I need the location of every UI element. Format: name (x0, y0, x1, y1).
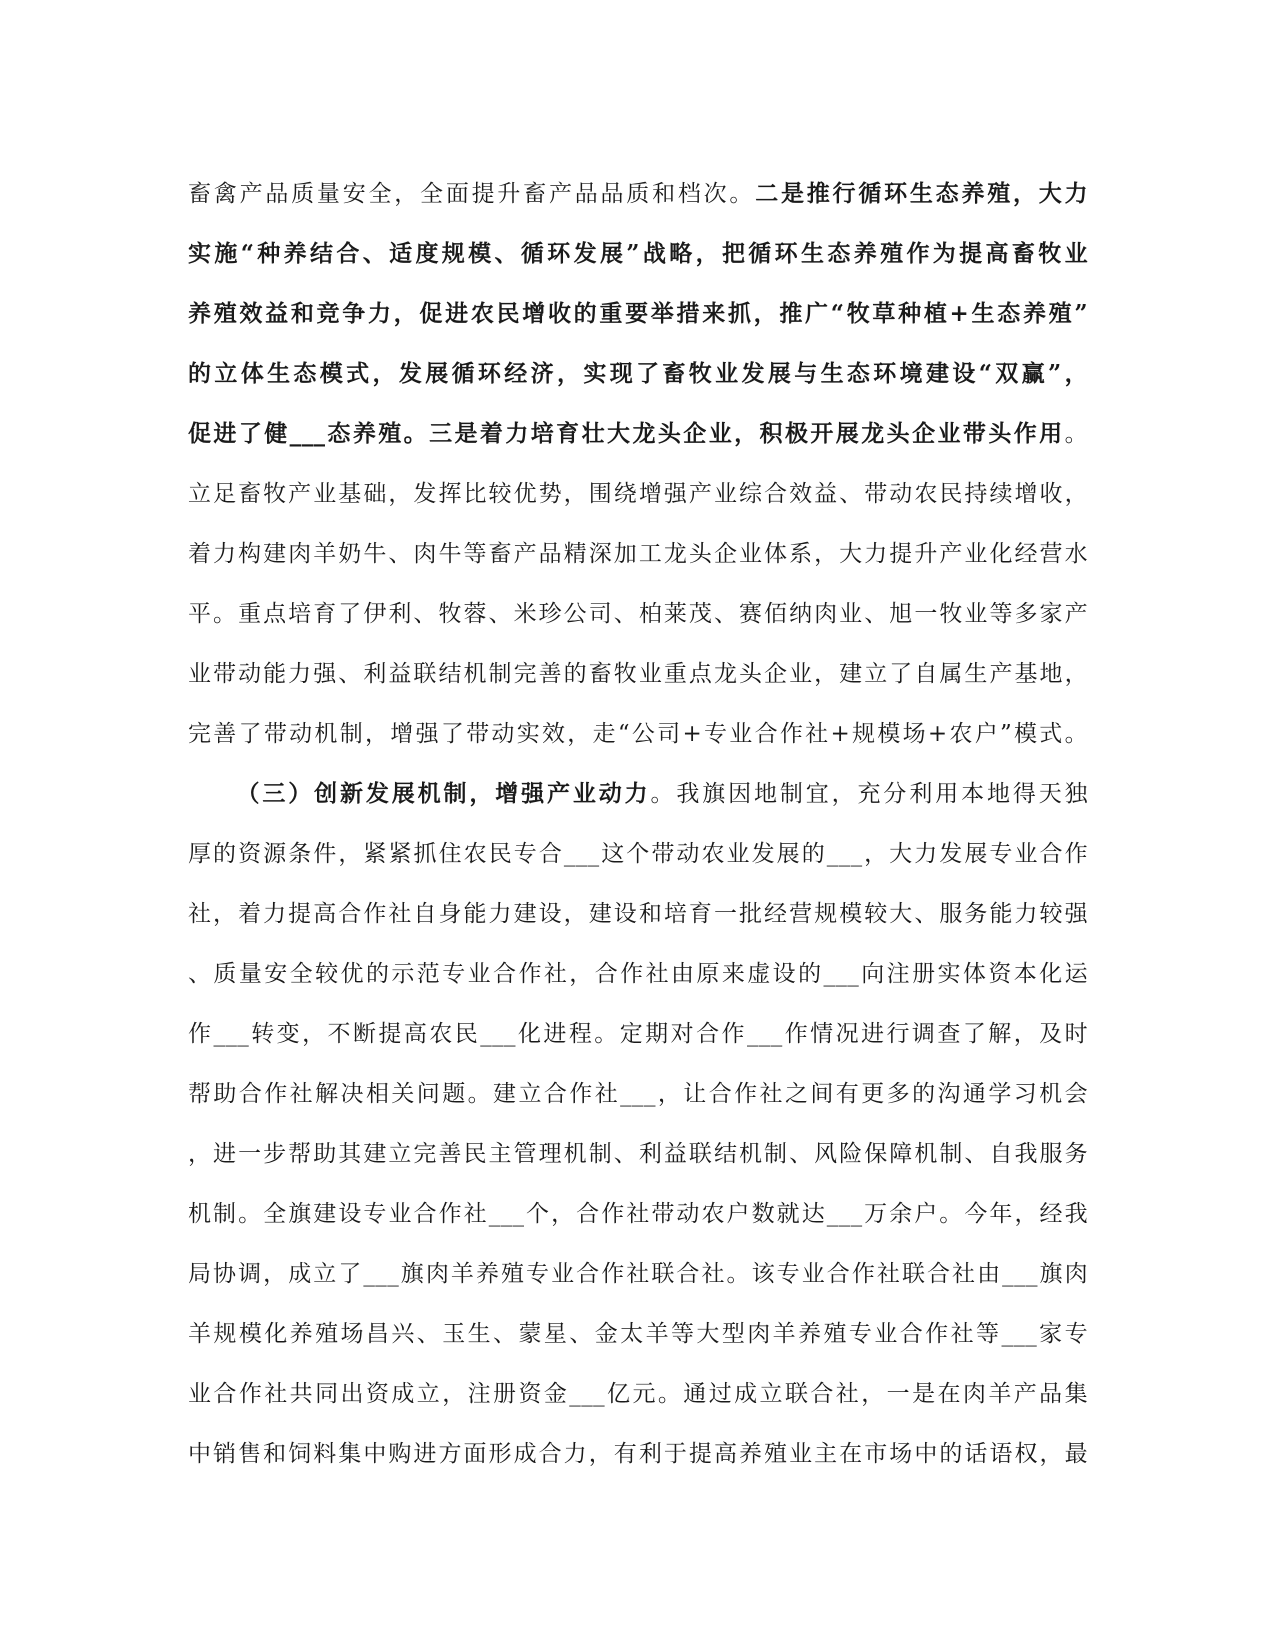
paragraph-line (188, 884, 1088, 944)
paragraph-line (188, 1124, 1088, 1184)
paragraph-line (188, 1004, 1088, 1064)
paragraph-line (188, 1244, 1088, 1304)
paragraph-line (188, 524, 1088, 584)
text-segment: 机制。全旗建设专业合作社___个，合作社带动农户数就达___万余户。今年，经我 (188, 1201, 1088, 1227)
paragraph-line (188, 584, 1088, 644)
bold-text-segment: 的立体生态模式，发展循环经济，实现了畜牧业发展与生态环境建设“双赢”， (188, 360, 1088, 387)
paragraph-line (188, 1424, 1088, 1484)
text-segment: 。我旗因地制宜，充分利用本地得天独 (650, 781, 1088, 807)
paragraph-line (188, 704, 1088, 764)
paragraph-line (188, 764, 1088, 824)
paragraph-line (188, 824, 1088, 884)
paragraph-line (188, 1304, 1088, 1364)
text-segment: 社，着力提高合作社自身能力建设，建设和培育一批经营规模较大、服务能力较强 (188, 901, 1088, 927)
text-segment: 业带动能力强、利益联结机制完善的畜牧业重点龙头企业，建立了自属生产基地， (188, 661, 1088, 687)
paragraph-line (188, 464, 1088, 524)
bold-text-segment: （三）创新发展机制，增强产业动力 (234, 780, 651, 807)
paragraph-line (188, 1064, 1088, 1124)
bold-text-segment: 促进了健___态养殖。三是着力培育壮大龙头企业，积极开展龙头企业带头作用 (188, 420, 1065, 447)
bold-text-segment: 实施“种养结合、适度规模、循环发展”战略，把循环生态养殖作为提高畜牧业 (188, 240, 1088, 267)
paragraph-line (188, 404, 1088, 464)
text-segment: 作___转变，不断提高农民___化进程。定期对合作___作情况进行调查了解，及时 (188, 1021, 1088, 1047)
text-segment: 着力构建肉羊奶牛、肉牛等畜产品精深加工龙头企业体系，大力提升产业化经营水 (188, 541, 1088, 567)
paragraph-line (188, 164, 1088, 224)
bold-text-segment: 养殖效益和竞争力，促进农民增收的重要举措来抓，推广“牧草种植+生态养殖” (188, 300, 1088, 327)
paragraph-line (188, 944, 1088, 1004)
text-segment: 平。重点培育了伊利、牧蓉、米珍公司、柏莱茂、赛佰纳肉业、旭一牧业等多家产 (188, 601, 1088, 627)
paragraph-line (188, 644, 1088, 704)
paragraph-line (188, 284, 1088, 344)
text-segment: 。 (1064, 421, 1088, 447)
paragraph-line (188, 224, 1088, 284)
paragraph-line (188, 1364, 1088, 1424)
text-segment: 厚的资源条件，紧紧抓住农民专合___这个带动农业发展的___，大力发展专业合作 (188, 841, 1088, 867)
paragraph-line (188, 1184, 1088, 1244)
text-segment: 立足畜牧产业基础，发挥比较优势，围绕增强产业综合效益、带动农民持续增收， (188, 481, 1088, 507)
text-segment: 中销售和饲料集中购进方面形成合力，有利于提高养殖业主在市场中的话语权，最 (188, 1441, 1088, 1467)
text-segment: 局协调，成立了___旗肉羊养殖专业合作社联合社。该专业合作社联合社由___旗肉 (188, 1261, 1088, 1287)
text-segment: 业合作社共同出资成立，注册资金___亿元。通过成立联合社，一是在肉羊产品集 (188, 1381, 1088, 1407)
text-segment: 帮助合作社解决相关问题。建立合作社___，让合作社之间有更多的沟通学习机会 (188, 1081, 1088, 1107)
text-segment: 畜禽产品质量安全，全面提升畜产品品质和档次。 (188, 181, 756, 207)
body-text (188, 164, 1088, 1484)
bold-text-segment: 二是推行循环生态养殖，大力 (755, 180, 1088, 207)
text-segment: 、质量安全较优的示范专业合作社，合作社由原来虚设的___向注册实体资本化运 (188, 961, 1088, 987)
text-segment: 羊规模化养殖场昌兴、玉生、蒙星、金太羊等大型肉羊养殖专业合作社等___家专 (188, 1321, 1088, 1347)
text-segment: ，进一步帮助其建立完善民主管理机制、利益联结机制、风险保障机制、自我服务 (188, 1141, 1088, 1167)
text-segment: 完善了带动机制，增强了带动实效，走“公司+专业合作社+规模场+农户”模式。 (188, 721, 1088, 747)
paragraph-line (188, 344, 1088, 404)
